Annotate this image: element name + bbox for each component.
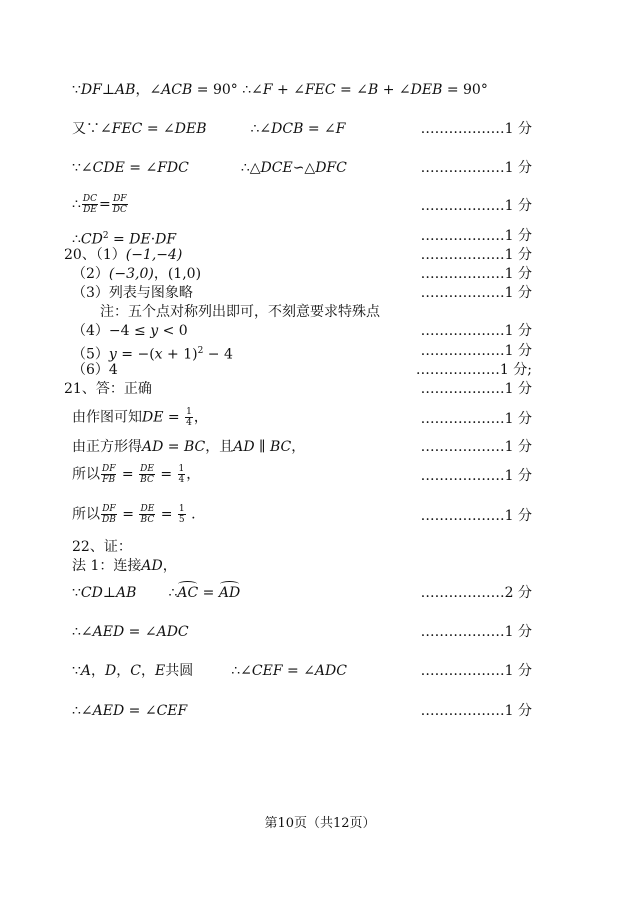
score-mark: ………………1 分 bbox=[420, 439, 532, 455]
line-text: （4）−4 ≤ y < 0 bbox=[72, 323, 188, 339]
line-text: ∵CD⊥AB ∴AC = AD bbox=[72, 585, 241, 601]
score-mark: ………………1 分 bbox=[420, 285, 532, 301]
fraction: $\frac{1}{4}$ bbox=[178, 464, 185, 485]
line-text: ∴∠AED = ∠ADC bbox=[72, 624, 189, 640]
score-mark: ………………1 分; bbox=[415, 362, 532, 378]
score-mark: ………………1 分 bbox=[420, 381, 532, 397]
proof-line bbox=[72, 437, 532, 457]
line-text: ∵DF⊥AB，∠ACB = 90° ∴∠F + ∠FEC = ∠B + ∠DEB = 90° bbox=[72, 82, 488, 98]
proof-line bbox=[72, 701, 532, 721]
proof-line bbox=[72, 194, 532, 218]
line-text: 20、（1）(−1,−4) bbox=[64, 247, 183, 263]
line-text: 所以 $\frac{DF}{DB}$ = $\frac{DE}{BC}$ = $\frac{1}{5}$ . bbox=[72, 504, 196, 525]
proof-line bbox=[72, 283, 532, 303]
score-mark: ………………1 分 bbox=[420, 624, 532, 640]
proof-line bbox=[72, 556, 532, 576]
proof-line bbox=[72, 537, 532, 557]
fraction: $\frac{DC}{DE}$ bbox=[82, 194, 98, 215]
score-mark: ………………1 分 bbox=[420, 121, 532, 137]
line-text: （2）(−3,0)，(1,0) bbox=[72, 266, 202, 282]
score-mark: ………………1 分 bbox=[420, 343, 532, 359]
line-text: 法 1：连接AD， bbox=[72, 558, 177, 574]
proof-line bbox=[72, 464, 532, 488]
proof-line bbox=[72, 504, 532, 528]
proof-line bbox=[72, 622, 532, 642]
line-text: 由正方形得AD = BC，且AD ∥ BC， bbox=[72, 439, 306, 455]
fraction: $\frac{DF}{FB}$ bbox=[102, 464, 116, 485]
fraction: $\frac{DE}{BC}$ bbox=[140, 464, 154, 485]
proof-line bbox=[72, 264, 532, 284]
line-text: ∴∠AED = ∠CEF bbox=[72, 703, 188, 719]
proof-line bbox=[72, 158, 532, 178]
score-mark: ………………1 分 bbox=[420, 247, 532, 263]
proof-line bbox=[72, 661, 532, 681]
line-text: 所以 $\frac{DF}{FB}$ = $\frac{DE}{BC}$ = $\frac{1}{4}$ ， bbox=[72, 464, 201, 485]
score-mark: ………………1 分 bbox=[420, 703, 532, 719]
score-mark: ………………1 分 bbox=[420, 411, 532, 427]
line-text: ∵∠CDE = ∠FDC ∴△DCE∽△DFC bbox=[72, 160, 347, 176]
line-text: $\therefore CD^2 = DE\cdot DF$ bbox=[72, 231, 177, 248]
score-mark: ………………1 分 bbox=[420, 266, 532, 282]
arc-ad: AD bbox=[218, 585, 241, 601]
fraction: $\frac{DE}{BC}$ bbox=[140, 504, 155, 525]
line-text: 21、答：正确 bbox=[64, 381, 152, 397]
proof-line bbox=[64, 245, 532, 265]
proof-line bbox=[72, 360, 532, 380]
proof-line bbox=[72, 119, 532, 139]
proof-line bbox=[72, 302, 532, 322]
score-mark: ………………1 分 bbox=[420, 160, 532, 176]
proof-line bbox=[72, 226, 532, 246]
proof-line bbox=[72, 341, 532, 361]
line-text: 22、证： bbox=[72, 539, 132, 555]
note-text: 注：五个点对称列出即可，不刻意要求特殊点 bbox=[100, 304, 380, 320]
proof-line bbox=[64, 379, 532, 399]
fraction: $\frac{1}{4}$ bbox=[186, 407, 192, 428]
score-mark: ………………1 分 bbox=[420, 508, 532, 524]
score-mark: ………………1 分 bbox=[420, 323, 532, 339]
line-text: 又∵∠FEC = ∠DEB ∴∠DCB = ∠F bbox=[72, 121, 346, 137]
page-footer: 第10页（共12页） bbox=[264, 816, 376, 831]
line-text: （3）列表与图象略 bbox=[72, 285, 193, 301]
fraction: $\frac{1}{5}$ bbox=[178, 504, 185, 525]
line-text: ∵A，D，C，E共圆 ∴∠CEF = ∠ADC bbox=[72, 663, 347, 679]
line-text: $(5)y = -(x + 1)^2 - 4$ bbox=[72, 346, 233, 363]
score-mark: ………………1 分 bbox=[420, 198, 532, 214]
score-mark: ………………1 分 bbox=[420, 228, 532, 244]
proof-line bbox=[72, 321, 532, 341]
proof-line bbox=[72, 80, 542, 100]
line-text: ∴ $\frac{DC}{DE}$ = $\frac{DF}{DC}$ bbox=[72, 194, 127, 215]
proof-line bbox=[72, 407, 532, 431]
fraction: $\frac{DF}{DB}$ bbox=[102, 504, 116, 525]
line-text: 由作图可知DE = $\frac{1}{4}$ ， bbox=[72, 407, 208, 428]
score-mark: ………………1 分 bbox=[420, 468, 532, 484]
score-mark: ………………2 分 bbox=[420, 585, 532, 601]
arc-ac: AC bbox=[177, 585, 199, 601]
score-mark: ………………1 分 bbox=[420, 663, 532, 679]
fraction: $\frac{DF}{DC}$ bbox=[112, 194, 127, 215]
proof-line bbox=[72, 583, 532, 603]
line-text: （6）4 bbox=[72, 362, 118, 378]
